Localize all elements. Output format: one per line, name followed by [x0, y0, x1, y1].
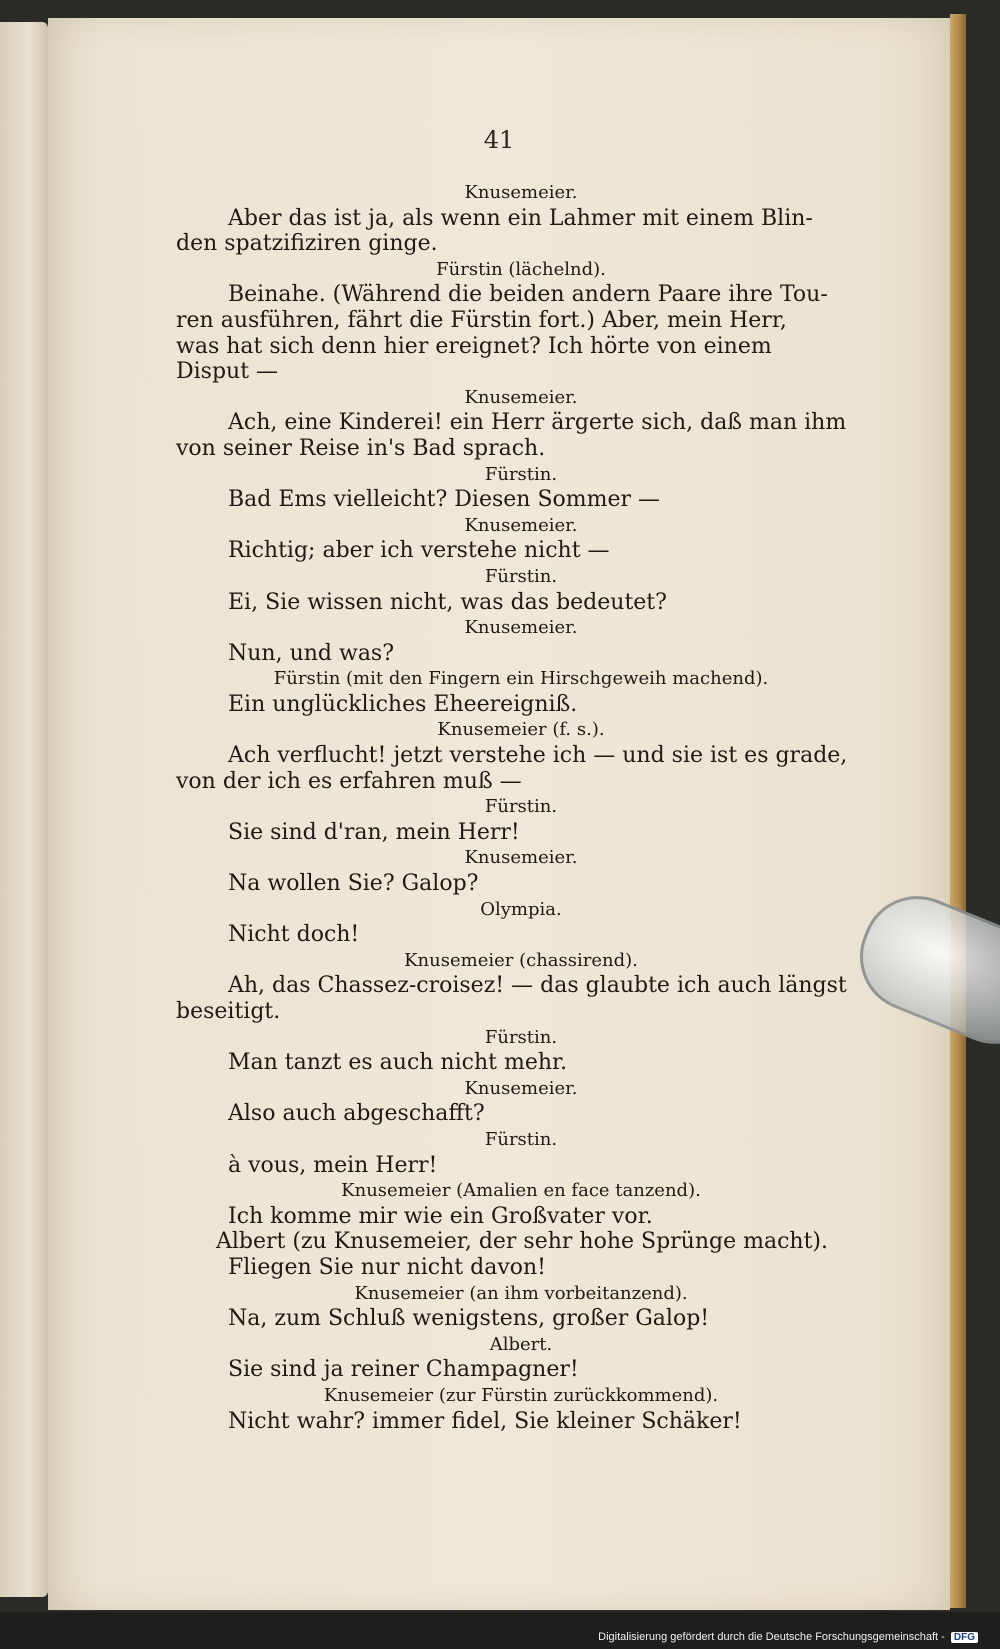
speaker-line: Knusemeier.	[464, 617, 578, 639]
book-page	[48, 18, 950, 1610]
dialogue-line: Richtig; aber ich verstehe nicht —	[228, 538, 610, 564]
speaker-line: Albert.	[489, 1333, 553, 1355]
speaker-line: Knusemeier (chassirend).	[404, 949, 638, 971]
speaker-line: Knusemeier.	[464, 386, 578, 408]
dialogue-line: Ich komme mir wie ein Großvater vor.	[228, 1203, 653, 1229]
dialogue-line: Also auch abgeschafft?	[228, 1101, 485, 1127]
dialogue-line: Ach, eine Kinderei! ein Herr ärgerte sich, daß man ihm	[228, 410, 847, 436]
digitization-credit	[598, 1631, 978, 1643]
scan-footer-band	[0, 1612, 1000, 1649]
dialogue-line: Ah, das Chassez-croisez! — das glaubte ich auch längst	[228, 973, 847, 999]
dialogue-line: Na wollen Sie? Galop?	[228, 871, 479, 897]
book-page-edge	[950, 14, 966, 1608]
speaker-line: Fürstin.	[484, 1128, 558, 1150]
credit-text: Digitalisierung gefördert durch die Deutsche Forschungsgemeinschaft -	[598, 1631, 945, 1643]
speaker-line: Albert (zu Knusemeier, der sehr hohe Sprünge macht).	[216, 1229, 829, 1255]
dialogue-line: Nun, und was?	[228, 640, 395, 666]
dialogue-line: von der ich es erfahren muß —	[176, 768, 522, 794]
speaker-line: Fürstin.	[484, 463, 558, 485]
speaker-line: Fürstin (lächelnd).	[436, 258, 606, 280]
speaker-line: Knusemeier.	[464, 182, 578, 203]
speaker-line: Fürstin.	[484, 565, 558, 587]
page-number: 41	[483, 126, 515, 154]
dialogue-line: Ein unglückliches Eheereigniß.	[228, 691, 578, 717]
dialogue-line: Aber das ist ja, als wenn ein Lahmer mit einem Blin-	[228, 205, 813, 231]
dfg-logo: DFG	[951, 1632, 978, 1643]
dialogue-line: Fliegen Sie nur nicht davon!	[228, 1254, 547, 1280]
dialogue-line: Ei, Sie wissen nicht, was das bedeutet?	[228, 589, 667, 615]
dialogue-line: Na, zum Schluß wenigstens, großer Galop!	[228, 1306, 710, 1332]
speaker-line: Fürstin.	[484, 796, 558, 818]
speaker-line: Knusemeier.	[464, 847, 578, 869]
speaker-line: Knusemeier (zur Fürstin zurückkommend).	[323, 1384, 719, 1406]
speaker-line: Fürstin (mit den Fingern ein Hirschgeweih machend).	[273, 668, 769, 690]
dialogue-line: Disput —	[176, 359, 279, 385]
dialogue-line: Ach verflucht! jetzt verstehe ich — und sie ist es grade,	[228, 743, 848, 769]
dialogue-line: Beinahe. (Während die beiden andern Paare ihre Tou-	[228, 282, 828, 308]
dialogue-line: Nicht doch!	[228, 922, 360, 948]
dialogue-line: von seiner Reise in's Bad sprach.	[176, 435, 546, 461]
page-text	[176, 180, 866, 1434]
speaker-line: Olympia.	[480, 898, 562, 920]
speaker-line: Knusemeier (an ihm vorbeitanzend).	[354, 1282, 688, 1304]
speaker-line: Knusemeier (Amalien en face tanzend).	[341, 1180, 701, 1202]
dialogue-line: Man tanzt es auch nicht mehr.	[228, 1050, 568, 1076]
dialogue-line: à vous, mein Herr!	[228, 1152, 438, 1178]
speaker-line: Knusemeier.	[464, 1077, 578, 1099]
dialogue-line: den spatzifiziren ginge.	[176, 231, 438, 257]
speaker-line: Fürstin.	[484, 1026, 558, 1048]
speaker-line: Knusemeier.	[464, 514, 578, 536]
dialogue-line: Sie sind ja reiner Champagner!	[228, 1357, 579, 1383]
dialogue-line: Sie sind d'ran, mein Herr!	[228, 819, 520, 845]
dialogue-line: beseitigt.	[176, 999, 281, 1024]
dialogue-line: Nicht wahr? immer fidel, Sie kleiner Schäker!	[228, 1408, 742, 1434]
dialogue-line: ren ausführen, fährt die Fürstin fort.) Aber, mein Herr,	[176, 307, 787, 333]
dialogue-line: Bad Ems vielleicht? Diesen Sommer —	[228, 487, 661, 513]
dialogue-line: was hat sich denn hier ereignet? Ich hörte von einem	[176, 333, 772, 359]
facing-page-edge	[0, 22, 48, 1597]
speaker-line: Knusemeier (f. s.).	[437, 719, 605, 741]
